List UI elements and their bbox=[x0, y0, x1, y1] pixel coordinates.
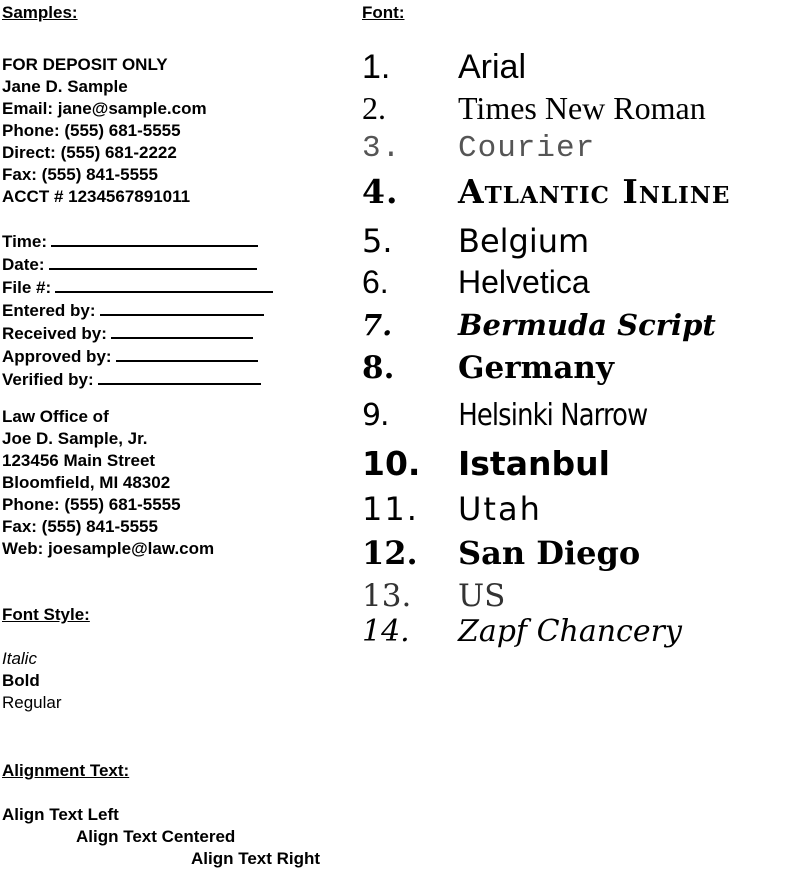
font-style-regular: Regular bbox=[2, 693, 62, 712]
font-style-italic: Italic bbox=[2, 649, 37, 668]
font-name: Helsinki Narrow bbox=[458, 398, 648, 433]
font-number: 8. bbox=[362, 350, 395, 386]
deposit-line: FOR DEPOSIT ONLY bbox=[2, 55, 168, 74]
font-number: 4. bbox=[362, 172, 399, 211]
form-field-received-by bbox=[2, 322, 273, 345]
alignment-block bbox=[2, 804, 362, 870]
font-name: Belgium bbox=[458, 222, 590, 260]
form-field-date bbox=[2, 253, 273, 276]
font-number: 7. bbox=[362, 308, 393, 342]
deposit-line: Email: jane@sample.com bbox=[2, 99, 207, 118]
font-number: 11. bbox=[362, 490, 419, 528]
font-name: US bbox=[458, 578, 506, 614]
font-name: Utah bbox=[458, 490, 542, 528]
deposit-line: Phone: (555) 681-5555 bbox=[2, 121, 181, 140]
font-name: Bermuda Script bbox=[458, 308, 716, 342]
deposit-line: Fax: (555) 841-5555 bbox=[2, 165, 158, 184]
form-field-blank bbox=[55, 276, 273, 293]
font-number: 9. bbox=[362, 398, 389, 433]
font-number: 2. bbox=[362, 90, 386, 126]
font-name: Istanbul bbox=[458, 444, 610, 483]
font-number: 5. bbox=[362, 222, 393, 260]
font-style-block bbox=[2, 648, 62, 714]
form-field-approved-by bbox=[2, 345, 273, 368]
form-field-label: Time: bbox=[2, 232, 48, 251]
font-number: 3. bbox=[362, 131, 402, 166]
deposit-line: Direct: (555) 681-2222 bbox=[2, 143, 177, 162]
form-field-label: Verified by: bbox=[2, 370, 94, 389]
law-office-line: Phone: (555) 681-5555 bbox=[2, 495, 181, 514]
font-number: 1. bbox=[362, 48, 391, 86]
law-office-line: 123456 Main Street bbox=[2, 451, 156, 470]
font-number: 6. bbox=[362, 264, 389, 300]
law-office-line: Joe D. Sample, Jr. bbox=[2, 429, 148, 448]
law-office-line: Fax: (555) 841-5555 bbox=[2, 517, 158, 536]
font-name: Helvetica bbox=[458, 264, 590, 300]
font-name: Arial bbox=[458, 48, 527, 86]
align-right-text: Align Text Right bbox=[191, 849, 321, 868]
align-center-text: Align Text Centered bbox=[76, 827, 236, 846]
font-name: Germany bbox=[458, 350, 614, 386]
font-heading: Font: bbox=[362, 3, 405, 22]
form-field-verified-by bbox=[2, 368, 273, 391]
law-office-line: Web: joesample@law.com bbox=[2, 539, 215, 558]
form-field-file bbox=[2, 276, 273, 299]
form-field-blank bbox=[49, 253, 257, 270]
alignment-heading: Alignment Text: bbox=[2, 761, 130, 780]
form-field-blank bbox=[111, 322, 253, 339]
font-number: 14. bbox=[362, 614, 410, 649]
law-office-block bbox=[2, 406, 214, 560]
font-style-bold: Bold bbox=[2, 671, 40, 690]
font-name: Courier bbox=[458, 131, 596, 166]
law-office-line: Law Office of bbox=[2, 407, 109, 426]
form-fields-block bbox=[2, 230, 273, 391]
form-field-blank bbox=[51, 230, 258, 247]
form-field-blank bbox=[98, 368, 261, 385]
samples-heading: Samples: bbox=[2, 3, 78, 22]
font-number: 13. bbox=[362, 578, 412, 614]
deposit-line: ACCT # 1234567891011 bbox=[2, 187, 191, 206]
deposit-line: Jane D. Sample bbox=[2, 77, 128, 96]
form-field-blank bbox=[116, 345, 258, 362]
font-number: 12. bbox=[362, 534, 418, 572]
font-number: 10. bbox=[362, 444, 421, 483]
form-field-label: Received by: bbox=[2, 324, 107, 343]
font-name: Times New Roman bbox=[458, 90, 706, 126]
law-office-line: Bloomfield, MI 48302 bbox=[2, 473, 171, 492]
deposit-block bbox=[2, 54, 207, 208]
font-name: San Diego bbox=[458, 534, 641, 572]
form-field-entered-by bbox=[2, 299, 273, 322]
font-name: Atlantic Inline bbox=[458, 172, 731, 211]
form-field-label: Entered by: bbox=[2, 301, 96, 320]
form-field-label: Date: bbox=[2, 255, 45, 274]
font-name: Zapf Chancery bbox=[458, 614, 682, 649]
form-field-label: File #: bbox=[2, 278, 52, 297]
form-field-time bbox=[2, 230, 273, 253]
form-field-blank bbox=[100, 299, 264, 316]
align-left-text: Align Text Left bbox=[2, 805, 119, 824]
form-field-label: Approved by: bbox=[2, 347, 112, 366]
font-style-heading: Font Style: bbox=[2, 605, 90, 624]
